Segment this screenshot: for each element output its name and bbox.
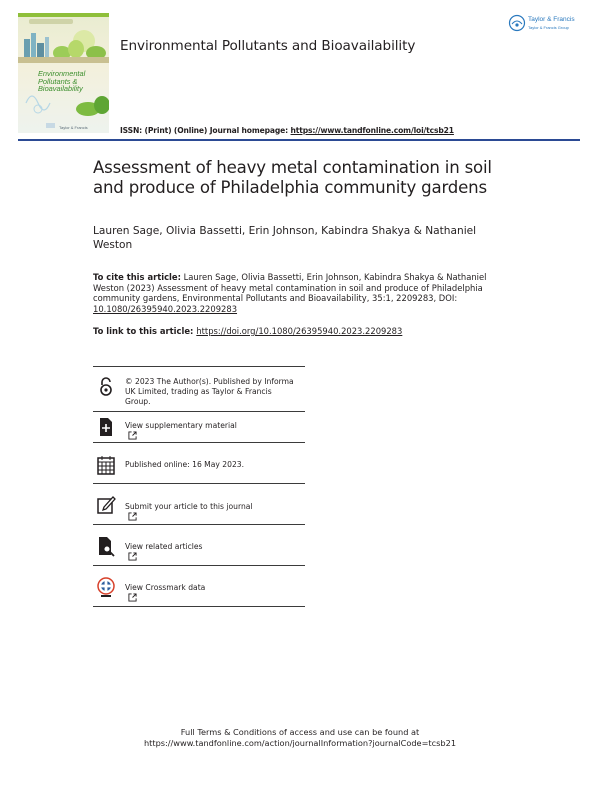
article-authors: Lauren Sage, Olivia Bassetti, Erin Johnson, Kabindra Shakya & Nathaniel Weston bbox=[93, 225, 477, 251]
article-doi-url[interactable]: https://doi.org/10.1080/26395940.2023.2209283 bbox=[196, 326, 403, 336]
divider bbox=[93, 524, 305, 525]
crossmark-row[interactable]: View Crossmark data bbox=[96, 576, 306, 600]
cover-title: Environmental Pollutants & Bioavailability bbox=[38, 69, 86, 94]
external-link-icon bbox=[128, 431, 137, 440]
journal-homepage-link[interactable]: https://www.tandfonline.com/loi/tcsb21 bbox=[290, 126, 454, 135]
citation-label: To cite this article: bbox=[93, 272, 181, 282]
external-link-icon bbox=[128, 512, 137, 521]
journal-cover-image bbox=[18, 13, 109, 133]
divider bbox=[93, 606, 305, 607]
journal-title: Environmental Pollutants and Bioavailability bbox=[120, 38, 416, 54]
divider bbox=[93, 483, 305, 484]
divider bbox=[93, 411, 305, 412]
search-document-icon bbox=[96, 535, 116, 557]
calendar-icon bbox=[96, 454, 116, 476]
issn-label: ISSN: (Print) (Online) Journal homepage: bbox=[120, 126, 291, 135]
divider bbox=[93, 442, 305, 443]
footer bbox=[0, 727, 600, 749]
footer-terms: Full Terms & Conditions of access and use can be found at bbox=[180, 727, 420, 737]
citation-block: To cite this article: Lauren Sage, Olivia Bassetti, Erin Johnson, Kabindra Shakya & Nathaniel Weston (2023) Assessment of heavy metal contamination in soil and produce of Philadelphia community gardens, Environmental Pollutants and Bioavailability, 35:1, 2209283, DOI: 10.1080/26395940.2023.2209283 bbox=[93, 272, 487, 314]
open-access-icon bbox=[96, 376, 116, 398]
license-row[interactable]: © 2023 The Author(s). Published by Informa UK Limited, trading as Taylor & Francis Group. bbox=[96, 376, 306, 410]
citation-doi-link[interactable]: 10.1080/26395940.2023.2209283 bbox=[93, 303, 238, 314]
related-articles-row[interactable]: View related articles bbox=[96, 535, 306, 559]
taylor-francis-logo[interactable] bbox=[508, 14, 580, 36]
published-row: Published online: 16 May 2023. bbox=[96, 454, 306, 478]
article-link-label: To link to this article: bbox=[93, 326, 197, 336]
divider bbox=[93, 366, 305, 367]
external-link-icon bbox=[128, 552, 137, 561]
cover-publisher: Taylor & Francis bbox=[59, 125, 88, 130]
external-link-icon bbox=[128, 593, 137, 602]
supplementary-row[interactable]: View supplementary material bbox=[96, 416, 306, 440]
publisher-logo-text: Taylor & Francis bbox=[528, 16, 575, 23]
article-title: Assessment of heavy metal contamination in soil and produce of Philadelphia community gardens bbox=[93, 158, 492, 197]
footer-terms-url[interactable]: https://www.tandfonline.com/action/journalInformation?journalCode=tcsb21 bbox=[143, 738, 457, 748]
article-link-line bbox=[93, 326, 402, 336]
header-divider bbox=[18, 139, 580, 141]
crossmark-icon bbox=[96, 576, 116, 598]
publisher-logo-icon bbox=[508, 14, 526, 32]
edit-icon bbox=[96, 494, 116, 516]
issn-line bbox=[120, 126, 454, 135]
document-plus-icon bbox=[96, 416, 116, 438]
submit-article-row[interactable]: Submit your article to this journal bbox=[96, 494, 306, 518]
divider bbox=[93, 565, 305, 566]
publisher-logo-subtext: Taylor & Francis Group bbox=[528, 25, 569, 30]
